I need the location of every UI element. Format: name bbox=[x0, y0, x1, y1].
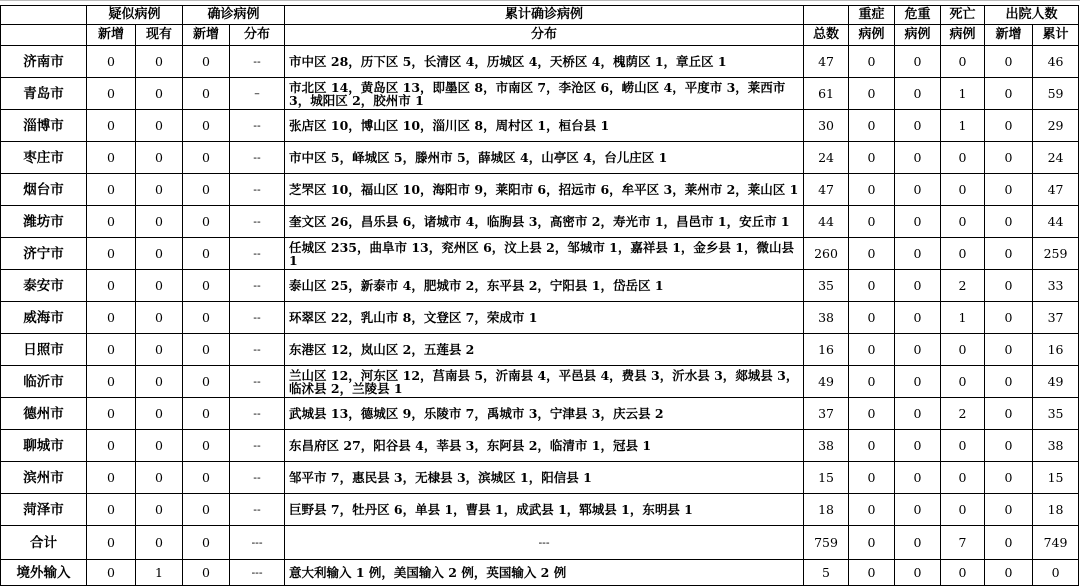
death-cell: 0 bbox=[941, 206, 985, 238]
total-row bbox=[1, 526, 1079, 560]
city-name: 境外输入 bbox=[1, 560, 87, 586]
confirmed-new-cell: 0 bbox=[183, 462, 230, 494]
table-row bbox=[1, 302, 1079, 334]
critical-cell: 0 bbox=[895, 78, 941, 110]
cumulative-distribution-cell: 奎文区 26，昌乐县 6，诸城市 4，临朐县 3，高密市 2，寿光市 1，昌邑市 1，安丘市 1 bbox=[285, 206, 804, 238]
suspected-current-cell: 0 bbox=[136, 174, 183, 206]
severe-cell: 0 bbox=[849, 398, 895, 430]
confirmed-new-cell: 0 bbox=[183, 142, 230, 174]
confirmed-new-cell: 0 bbox=[183, 270, 230, 302]
death-cell: 1 bbox=[941, 78, 985, 110]
city-name: 淄博市 bbox=[1, 110, 87, 142]
cumulative-distribution-cell: 意大利输入 1 例，美国输入 2 例，英国输入 2 例 bbox=[285, 560, 804, 586]
imported-cases-row bbox=[1, 560, 1079, 586]
discharged-new-cell: 0 bbox=[985, 430, 1033, 462]
suspected-current-cell: 0 bbox=[136, 238, 183, 270]
header-row-1 bbox=[1, 6, 1079, 25]
discharged-total-cell: 0 bbox=[1033, 560, 1079, 586]
severe-cell: 0 bbox=[849, 270, 895, 302]
confirmed-distribution-cell: -- bbox=[230, 110, 285, 142]
severe-cell: 0 bbox=[849, 238, 895, 270]
death-cell: 0 bbox=[941, 366, 985, 398]
cumulative-distribution-cell: 张店区 10，博山区 10，淄川区 8，周村区 1，桓台县 1 bbox=[285, 110, 804, 142]
cumulative-distribution-header: 分布 bbox=[285, 25, 804, 46]
critical-cell: 0 bbox=[895, 174, 941, 206]
total-cell: 49 bbox=[804, 366, 849, 398]
discharged-total-cell: 749 bbox=[1033, 526, 1079, 560]
discharged-total-cell: 49 bbox=[1033, 366, 1079, 398]
cumulative-distribution-cell: 兰山区 12，河东区 12，莒南县 5，沂南县 4，平邑县 4，费县 3，沂水县 3，郯城县 3，临沭县 2，兰陵县 1 bbox=[285, 366, 804, 398]
cumulative-distribution-cell: 市中区 28，历下区 5，长清区 4，历城区 4，天桥区 4，槐荫区 1，章丘区 1 bbox=[285, 46, 804, 78]
critical-cell: 0 bbox=[895, 560, 941, 586]
covid-case-table bbox=[0, 5, 1079, 586]
table-row bbox=[1, 206, 1079, 238]
suspected-new-cell: 0 bbox=[87, 560, 136, 586]
cumulative-distribution-cell: 泰山区 25，新泰市 4，肥城市 2，东平县 2，宁阳县 1，岱岳区 1 bbox=[285, 270, 804, 302]
top-rule bbox=[0, 0, 1080, 1]
discharged-total-cell: 46 bbox=[1033, 46, 1079, 78]
critical-cell: 0 bbox=[895, 366, 941, 398]
total-cell: 38 bbox=[804, 430, 849, 462]
critical-cell: 0 bbox=[895, 206, 941, 238]
suspected-new-cell: 0 bbox=[87, 238, 136, 270]
discharged-total-cell: 259 bbox=[1033, 238, 1079, 270]
suspected-current-cell: 0 bbox=[136, 110, 183, 142]
critical-cell: 0 bbox=[895, 238, 941, 270]
table-row bbox=[1, 494, 1079, 526]
suspected-new-cell: 0 bbox=[87, 366, 136, 398]
total-cell: 47 bbox=[804, 46, 849, 78]
city-name: 烟台市 bbox=[1, 174, 87, 206]
death-cell: 0 bbox=[941, 462, 985, 494]
discharged-new-cell: 0 bbox=[985, 462, 1033, 494]
cumulative-distribution-cell: 环翠区 22，乳山市 8，文登区 7，荣成市 1 bbox=[285, 302, 804, 334]
suspected-new-cell: 0 bbox=[87, 174, 136, 206]
severe-cell: 0 bbox=[849, 110, 895, 142]
death-cell: 0 bbox=[941, 560, 985, 586]
discharged-new-cell: 0 bbox=[985, 560, 1033, 586]
total-cell: 24 bbox=[804, 142, 849, 174]
severe-cell: 0 bbox=[849, 78, 895, 110]
table-row bbox=[1, 78, 1079, 110]
critical-cell: 0 bbox=[895, 302, 941, 334]
total-cell: 260 bbox=[804, 238, 849, 270]
city-name: 济南市 bbox=[1, 46, 87, 78]
confirmed-new-cell: 0 bbox=[183, 366, 230, 398]
discharged-total-cell: 15 bbox=[1033, 462, 1079, 494]
confirmed-new-cell: 0 bbox=[183, 46, 230, 78]
critical-cell: 0 bbox=[895, 430, 941, 462]
discharged-total-cell: 44 bbox=[1033, 206, 1079, 238]
confirmed-distribution-cell: -- bbox=[230, 334, 285, 366]
cumulative-distribution-cell: --- bbox=[285, 526, 804, 560]
city-name: 青岛市 bbox=[1, 78, 87, 110]
cumulative-distribution-cell: 任城区 235，曲阜市 13，兖州区 6，汶上县 2，邹城市 1，嘉祥县 1，金乡县 1，微山县 1 bbox=[285, 238, 804, 270]
suspected-current-header: 现有 bbox=[136, 25, 183, 46]
suspected-new-cell: 0 bbox=[87, 142, 136, 174]
suspected-current-cell: 0 bbox=[136, 142, 183, 174]
table-row bbox=[1, 46, 1079, 78]
suspected-new-cell: 0 bbox=[87, 462, 136, 494]
suspected-current-cell: 0 bbox=[136, 398, 183, 430]
suspected-new-cell: 0 bbox=[87, 206, 136, 238]
severe-header: 重症 bbox=[849, 6, 895, 25]
confirmed-distribution-cell: -- bbox=[230, 430, 285, 462]
suspected-new-cell: 0 bbox=[87, 430, 136, 462]
death-cell: 2 bbox=[941, 270, 985, 302]
suspected-current-cell: 1 bbox=[136, 560, 183, 586]
suspected-current-cell: 0 bbox=[136, 270, 183, 302]
confirmed-distribution-cell: -- bbox=[230, 142, 285, 174]
table-row bbox=[1, 462, 1079, 494]
suspected-current-cell: 0 bbox=[136, 334, 183, 366]
discharged-new-cell: 0 bbox=[985, 142, 1033, 174]
cumulative-distribution-cell: 市中区 5，峄城区 5，滕州市 5，薛城区 4，山亭区 4，台儿庄区 1 bbox=[285, 142, 804, 174]
discharged-new-cell: 0 bbox=[985, 110, 1033, 142]
cumulative-header: 累计确诊病例 bbox=[285, 6, 804, 25]
total-cell: 35 bbox=[804, 270, 849, 302]
confirmed-new-cell: 0 bbox=[183, 110, 230, 142]
confirmed-distribution-cell: -- bbox=[230, 174, 285, 206]
confirmed-new-cell: 0 bbox=[183, 334, 230, 366]
severe-cell: 0 bbox=[849, 334, 895, 366]
table-row bbox=[1, 174, 1079, 206]
death-cell: 0 bbox=[941, 430, 985, 462]
city-name: 临沂市 bbox=[1, 366, 87, 398]
discharged-total-cell: 37 bbox=[1033, 302, 1079, 334]
suspected-current-cell: 0 bbox=[136, 462, 183, 494]
confirmed-distribution-cell: -- bbox=[230, 270, 285, 302]
discharged-new-cell: 0 bbox=[985, 526, 1033, 560]
death-cell: 0 bbox=[941, 142, 985, 174]
death-subheader: 病例 bbox=[941, 25, 985, 46]
severe-cell: 0 bbox=[849, 430, 895, 462]
table-row bbox=[1, 430, 1079, 462]
discharged-new-cell: 0 bbox=[985, 270, 1033, 302]
discharged-new-cell: 0 bbox=[985, 398, 1033, 430]
suspected-current-cell: 0 bbox=[136, 494, 183, 526]
discharged-new-cell: 0 bbox=[985, 238, 1033, 270]
critical-cell: 0 bbox=[895, 46, 941, 78]
cumulative-distribution-cell: 武城县 13，德城区 9，乐陵市 7，禹城市 3，宁津县 3，庆云县 2 bbox=[285, 398, 804, 430]
discharged-new-cell: 0 bbox=[985, 46, 1033, 78]
severe-cell: 0 bbox=[849, 366, 895, 398]
cumulative-distribution-cell: 邹平市 7，惠民县 3，无棣县 3，滨城区 1，阳信县 1 bbox=[285, 462, 804, 494]
discharged-total-cell: 18 bbox=[1033, 494, 1079, 526]
confirmed-new-cell: 0 bbox=[183, 302, 230, 334]
discharged-total-cell: 29 bbox=[1033, 110, 1079, 142]
region-subheader bbox=[1, 25, 87, 46]
city-name: 泰安市 bbox=[1, 270, 87, 302]
confirmed-distribution-cell: -- bbox=[230, 302, 285, 334]
suspected-current-cell: 0 bbox=[136, 526, 183, 560]
confirmed-distribution-cell: – bbox=[230, 78, 285, 110]
discharged-total-cell: 33 bbox=[1033, 270, 1079, 302]
death-cell: 1 bbox=[941, 302, 985, 334]
confirmed-distribution-header: 分布 bbox=[230, 25, 285, 46]
total-cell: 16 bbox=[804, 334, 849, 366]
cumulative-distribution-cell: 芝罘区 10，福山区 10，海阳市 9，莱阳市 6，招远市 6，牟平区 3，莱州市 2，莱山区 1 bbox=[285, 174, 804, 206]
table-row bbox=[1, 334, 1079, 366]
suspected-new-cell: 0 bbox=[87, 494, 136, 526]
critical-cell: 0 bbox=[895, 110, 941, 142]
city-name: 合计 bbox=[1, 526, 87, 560]
cumulative-distribution-cell: 市北区 14，黄岛区 13，即墨区 8，市南区 7，李沧区 6，崂山区 4，平度市 3，莱西市 3，城阳区 2，胶州市 1 bbox=[285, 78, 804, 110]
critical-cell: 0 bbox=[895, 270, 941, 302]
table-row bbox=[1, 110, 1079, 142]
critical-cell: 0 bbox=[895, 494, 941, 526]
total-cell: 30 bbox=[804, 110, 849, 142]
discharged-new-cell: 0 bbox=[985, 334, 1033, 366]
confirmed-distribution-cell: -- bbox=[230, 366, 285, 398]
header-row-2 bbox=[1, 25, 1079, 46]
confirmed-new-cell: 0 bbox=[183, 398, 230, 430]
total-cell: 37 bbox=[804, 398, 849, 430]
critical-header: 危重 bbox=[895, 6, 941, 25]
discharged-new-cell: 0 bbox=[985, 174, 1033, 206]
total-cell: 47 bbox=[804, 174, 849, 206]
severe-cell: 0 bbox=[849, 206, 895, 238]
suspected-current-cell: 0 bbox=[136, 46, 183, 78]
critical-cell: 0 bbox=[895, 334, 941, 366]
confirmed-new-cell: 0 bbox=[183, 494, 230, 526]
total-cell: 15 bbox=[804, 462, 849, 494]
severe-cell: 0 bbox=[849, 526, 895, 560]
death-header: 死亡 bbox=[941, 6, 985, 25]
cumulative-distribution-cell: 巨野县 7，牡丹区 6，单县 1，曹县 1，成武县 1，郓城县 1，东明县 1 bbox=[285, 494, 804, 526]
discharged-new-header: 新增 bbox=[985, 25, 1033, 46]
death-cell: 1 bbox=[941, 110, 985, 142]
confirmed-new-cell: 0 bbox=[183, 560, 230, 586]
critical-cell: 0 bbox=[895, 526, 941, 560]
city-name: 济宁市 bbox=[1, 238, 87, 270]
confirmed-new-cell: 0 bbox=[183, 526, 230, 560]
critical-cell: 0 bbox=[895, 142, 941, 174]
suspected-new-cell: 0 bbox=[87, 46, 136, 78]
severe-cell: 0 bbox=[849, 494, 895, 526]
cumulative-distribution-cell: 东港区 12，岚山区 2，五莲县 2 bbox=[285, 334, 804, 366]
suspected-current-cell: 0 bbox=[136, 430, 183, 462]
death-cell: 7 bbox=[941, 526, 985, 560]
table-row bbox=[1, 398, 1079, 430]
suspected-current-cell: 0 bbox=[136, 206, 183, 238]
critical-cell: 0 bbox=[895, 462, 941, 494]
suspected-new-cell: 0 bbox=[87, 334, 136, 366]
confirmed-distribution-cell: -- bbox=[230, 494, 285, 526]
confirmed-new-cell: 0 bbox=[183, 206, 230, 238]
confirmed-new-cell: 0 bbox=[183, 430, 230, 462]
confirmed-new-cell: 0 bbox=[183, 174, 230, 206]
discharged-new-cell: 0 bbox=[985, 206, 1033, 238]
city-name: 日照市 bbox=[1, 334, 87, 366]
total-header: 总数 bbox=[804, 25, 849, 46]
confirmed-distribution-cell: -- bbox=[230, 398, 285, 430]
discharged-total-cell: 16 bbox=[1033, 334, 1079, 366]
total-cell: 5 bbox=[804, 560, 849, 586]
death-cell: 0 bbox=[941, 238, 985, 270]
suspected-new-cell: 0 bbox=[87, 270, 136, 302]
discharged-new-cell: 0 bbox=[985, 366, 1033, 398]
suspected-current-cell: 0 bbox=[136, 366, 183, 398]
death-cell: 0 bbox=[941, 494, 985, 526]
confirmed-distribution-cell: -- bbox=[230, 206, 285, 238]
total-cell: 38 bbox=[804, 302, 849, 334]
discharged-total-cell: 59 bbox=[1033, 78, 1079, 110]
discharged-total-cell: 35 bbox=[1033, 398, 1079, 430]
suspected-current-cell: 0 bbox=[136, 302, 183, 334]
critical-subheader: 病例 bbox=[895, 25, 941, 46]
confirmed-new-cell: 0 bbox=[183, 238, 230, 270]
severe-cell: 0 bbox=[849, 302, 895, 334]
confirmed-distribution-cell: --- bbox=[230, 526, 285, 560]
severe-subheader: 病例 bbox=[849, 25, 895, 46]
confirmed-distribution-cell: --- bbox=[230, 560, 285, 586]
discharged-total-header: 累计 bbox=[1033, 25, 1079, 46]
total-cell: 61 bbox=[804, 78, 849, 110]
cumulative-distribution-cell: 东昌府区 27，阳谷县 4，莘县 3，东阿县 2，临清市 1，冠县 1 bbox=[285, 430, 804, 462]
discharged-new-cell: 0 bbox=[985, 78, 1033, 110]
suspected-new-header: 新增 bbox=[87, 25, 136, 46]
discharged-new-cell: 0 bbox=[985, 302, 1033, 334]
suspected-new-cell: 0 bbox=[87, 302, 136, 334]
city-name: 潍坊市 bbox=[1, 206, 87, 238]
city-name: 枣庄市 bbox=[1, 142, 87, 174]
table-row bbox=[1, 142, 1079, 174]
city-name: 德州市 bbox=[1, 398, 87, 430]
confirmed-new-header: 新增 bbox=[183, 25, 230, 46]
suspected-header: 疑似病例 bbox=[87, 6, 183, 25]
suspected-new-cell: 0 bbox=[87, 78, 136, 110]
suspected-new-cell: 0 bbox=[87, 110, 136, 142]
severe-cell: 0 bbox=[849, 462, 895, 494]
death-cell: 0 bbox=[941, 174, 985, 206]
discharged-total-cell: 47 bbox=[1033, 174, 1079, 206]
severe-cell: 0 bbox=[849, 174, 895, 206]
critical-cell: 0 bbox=[895, 398, 941, 430]
region-header bbox=[1, 6, 87, 25]
total-cell: 18 bbox=[804, 494, 849, 526]
severe-cell: 0 bbox=[849, 142, 895, 174]
city-name: 威海市 bbox=[1, 302, 87, 334]
table-row bbox=[1, 270, 1079, 302]
suspected-current-cell: 0 bbox=[136, 78, 183, 110]
total-cell: 759 bbox=[804, 526, 849, 560]
table-row bbox=[1, 238, 1079, 270]
death-cell: 2 bbox=[941, 398, 985, 430]
confirmed-distribution-cell: -- bbox=[230, 462, 285, 494]
total-blank-header bbox=[804, 6, 849, 25]
death-cell: 0 bbox=[941, 334, 985, 366]
confirmed-distribution-cell: -- bbox=[230, 238, 285, 270]
suspected-new-cell: 0 bbox=[87, 526, 136, 560]
discharged-total-cell: 24 bbox=[1033, 142, 1079, 174]
total-cell: 44 bbox=[804, 206, 849, 238]
city-name: 聊城市 bbox=[1, 430, 87, 462]
discharged-header: 出院人数 bbox=[985, 6, 1079, 25]
suspected-new-cell: 0 bbox=[87, 398, 136, 430]
confirmed-header: 确诊病例 bbox=[183, 6, 285, 25]
city-name: 滨州市 bbox=[1, 462, 87, 494]
discharged-total-cell: 38 bbox=[1033, 430, 1079, 462]
confirmed-distribution-cell: -- bbox=[230, 46, 285, 78]
confirmed-new-cell: 0 bbox=[183, 78, 230, 110]
discharged-new-cell: 0 bbox=[985, 494, 1033, 526]
severe-cell: 0 bbox=[849, 560, 895, 586]
severe-cell: 0 bbox=[849, 46, 895, 78]
city-name: 菏泽市 bbox=[1, 494, 87, 526]
table-row bbox=[1, 366, 1079, 398]
death-cell: 0 bbox=[941, 46, 985, 78]
